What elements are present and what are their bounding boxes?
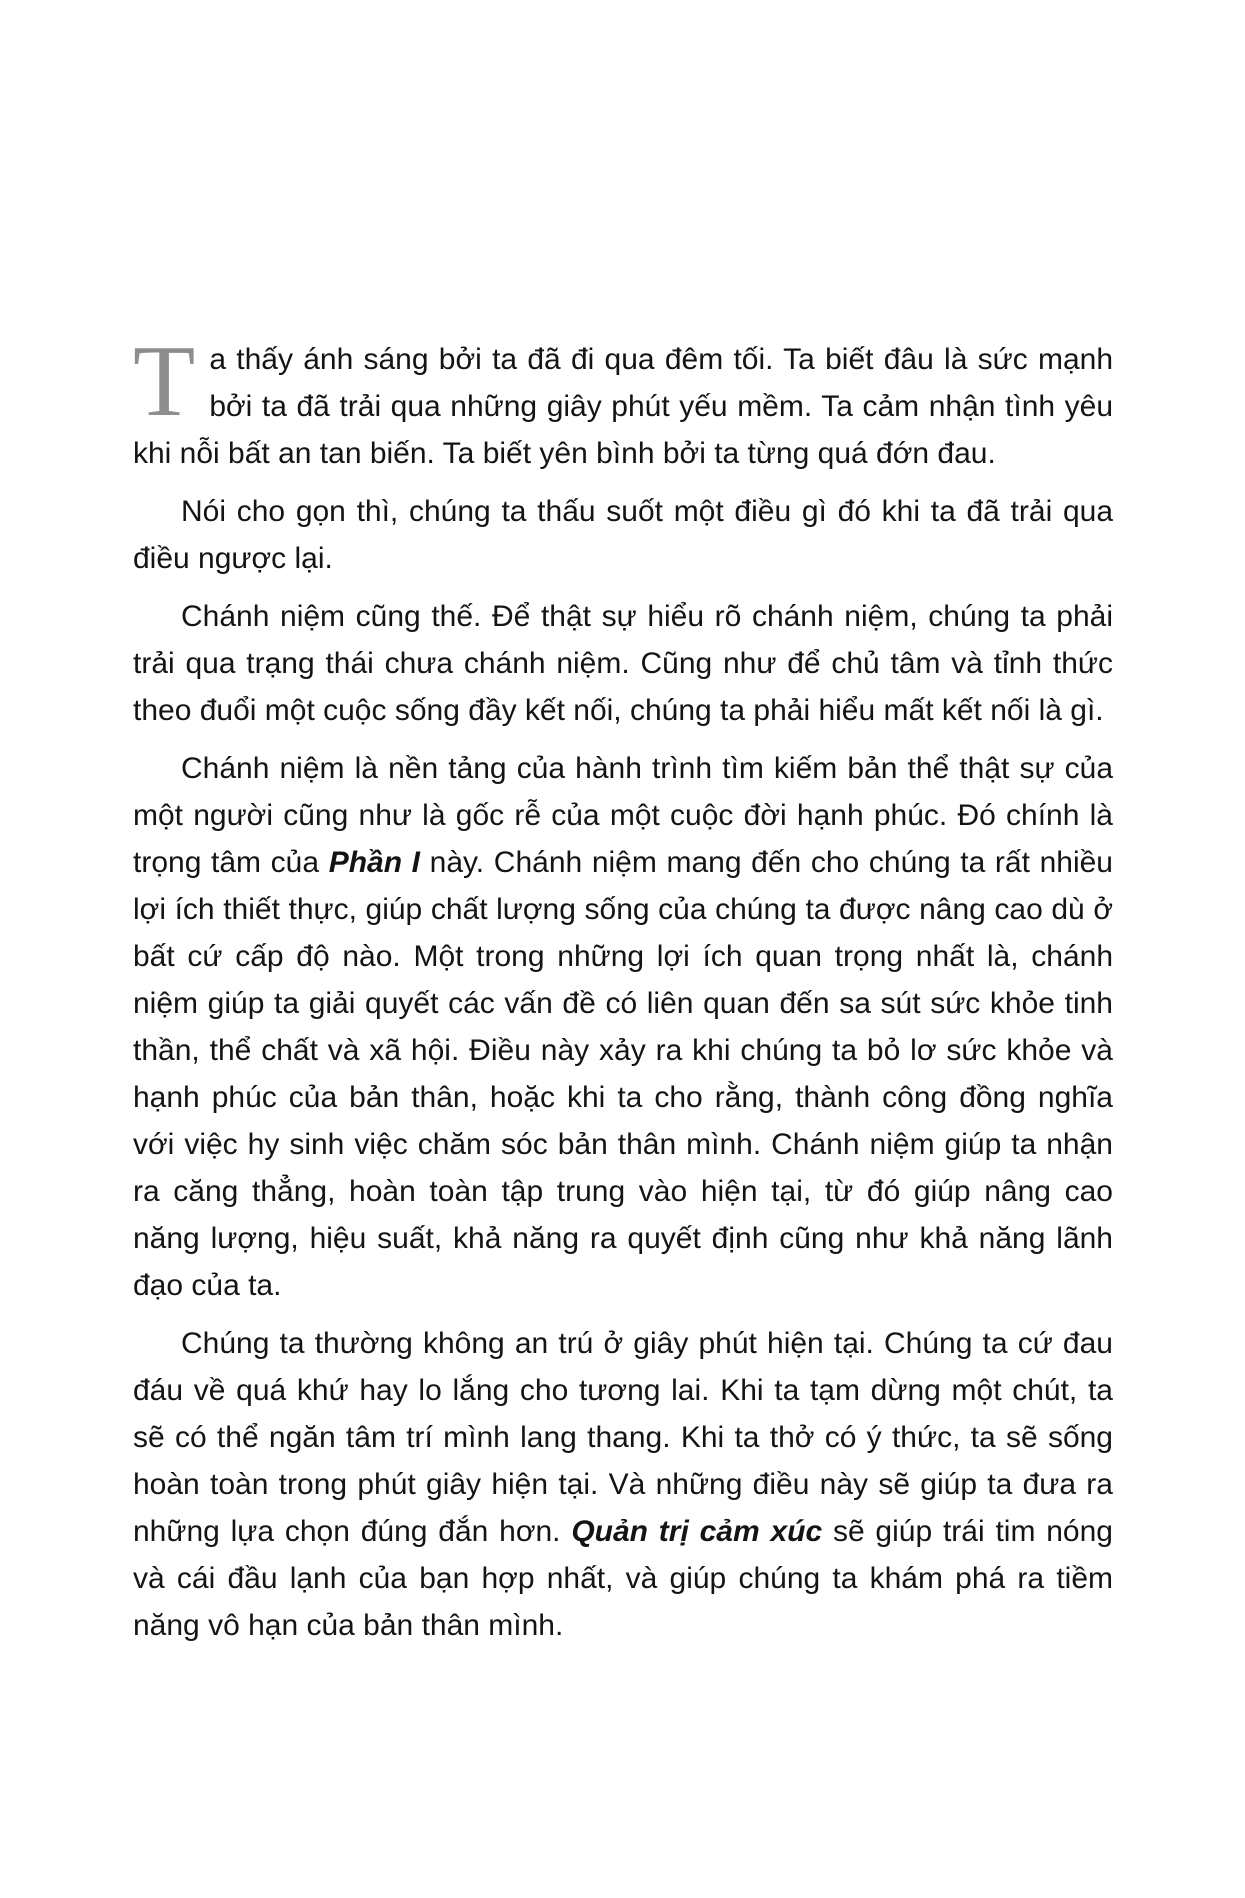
emphasized-text-segment: Phần I	[328, 846, 421, 879]
text-segment: Chúng ta thường không an trú ở giây phút hiện tại. Chúng ta cứ đau đáu về quá khứ hay lo lắng cho tương lai. Khi ta tạm dừng một chút, ta sẽ có thể ngăn tâm trí mình lang thang. Khi ta thở có ý thức, ta sẽ sống hoàn toàn trong phút giây hiện tại. Và những điều này sẽ giúp ta đưa ra những lựa chọn đúng đắn hơn.	[133, 1327, 1113, 1548]
paragraph	[133, 325, 1113, 477]
paragraph	[133, 1320, 1113, 1649]
text-segment: này. Chánh niệm mang đến cho chúng ta rất nhiều lợi ích thiết thực, giúp chất lượng sống của chúng ta được nâng cao dù ở bất cứ cấp độ nào. Một trong những lợi ích quan trọng nhất là, chánh niệm giúp ta giải quyết các vấn đề có liên quan đến sa sút sức khỏe tinh thần, thể chất và xã hội. Điều này xảy ra khi chúng ta bỏ lơ sức khỏe và hạnh phúc của bản thân, hoặc khi ta cho rằng, thành công đồng nghĩa với việc hy sinh việc chăm sóc bản thân mình. Chánh niệm giúp ta nhận ra căng thẳng, hoàn toàn tập trung vào hiện tại, từ đó giúp nâng cao năng lượng, hiệu suất, khả năng ra quyết định cũng như khả năng lãnh đạo của ta.	[133, 846, 1113, 1302]
paragraph	[133, 593, 1113, 734]
text-segment: Nói cho gọn thì, chúng ta thấu suốt một điều gì đó khi ta đã trải qua điều ngược lại.	[133, 495, 1113, 575]
emphasized-text-segment: Quản trị cảm xúc	[571, 1515, 823, 1548]
paragraph	[133, 745, 1113, 1309]
drop-cap: T	[133, 325, 196, 438]
text-block	[133, 325, 1113, 1649]
text-segment: a thấy ánh sáng bởi ta đã đi qua đêm tối. Ta biết đâu là sức mạnh bởi ta đã trải qua những giây phút yếu mềm. Ta cảm nhận tình yêu khi nỗi bất an tan biến. Ta biết yên bình bởi ta từng quá đớn đau.	[133, 343, 1113, 470]
paragraph	[133, 488, 1113, 582]
text-segment: sẽ giúp trái tim nóng và cái đầu lạnh của bạn hợp nhất, và giúp chúng ta khám phá ra tiềm năng vô hạn của bản thân mình.	[133, 1515, 1113, 1642]
text-segment: Chánh niệm là nền tảng của hành trình tìm kiếm bản thể thật sự của một người cũng như là gốc rễ của một cuộc đời hạnh phúc. Đó chính là trọng tâm của	[133, 752, 1113, 879]
text-segment: Chánh niệm cũng thế. Để thật sự hiểu rõ chánh niệm, chúng ta phải trải qua trạng thái chưa chánh niệm. Cũng như để chủ tâm và tỉnh thức theo đuổi một cuộc sống đầy kết nối, chúng ta phải hiểu mất kết nối là gì.	[133, 600, 1113, 727]
